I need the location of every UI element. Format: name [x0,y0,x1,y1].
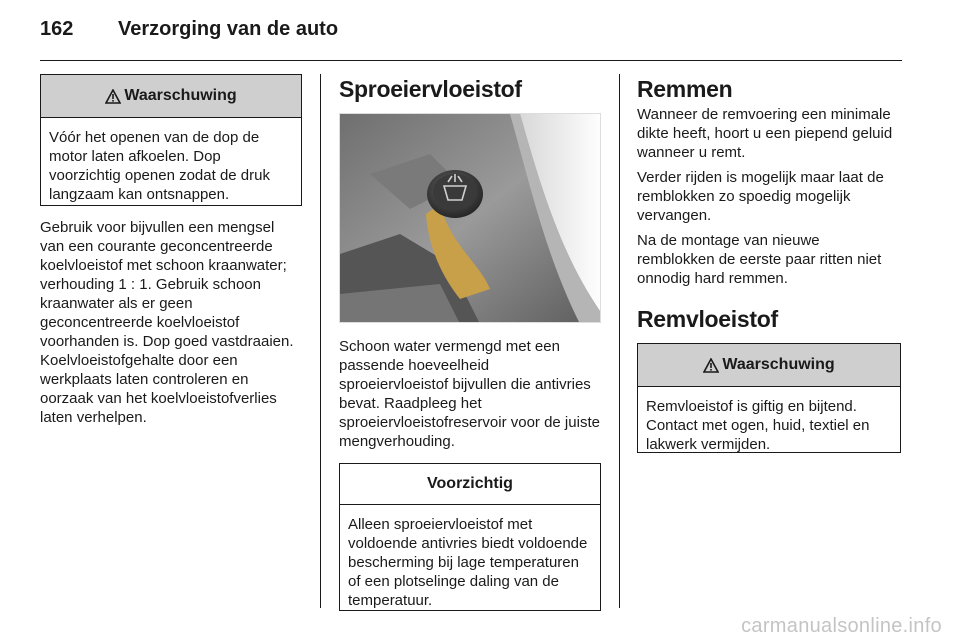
brakes-paragraph-3: Na de montage van nieuwe remblokken de eerste paar ritten niet onnodig hard remmen. [637,232,882,287]
warning-box-header [41,75,301,118]
warning-triangle-icon [703,358,719,373]
column-right [637,74,901,453]
caution-box-washer [339,463,601,611]
warning-triangle-icon [105,89,121,104]
warning-box-brake-fluid [637,343,901,453]
brakes-paragraph-2: Verder rijden is mogelijk maar laat de remblokken zo spoedig mogelijk vervangen. [637,169,884,224]
section-heading-brakes: Remmen [637,76,733,102]
warning-box-coolant [40,74,302,206]
warning-text: Remvloeistof is giftig en bijtend. Contact met ogen, huid, textiel en lakwerk vermijden. [646,398,870,453]
caution-title: Voorzichtig [427,475,513,492]
column-divider-2 [619,74,620,608]
column-divider-1 [320,74,321,608]
brakes-paragraph-1: Wanneer de remvoering een minimale dikte heeft, hoort u een piepend geluid wanneer u remt. [637,106,893,161]
column-middle [339,74,601,611]
washer-reservoir-photo [339,113,601,323]
warning-box-header [638,344,900,387]
washer-fluid-paragraph: Schoon water vermengd met een passende hoeveelheid sproeiervloeistof bijvullen die antivries bevat. Raadpleeg het sproeiervloeistofreservoir voor de juiste mengverhouding. [339,338,600,450]
caution-box-header [340,464,600,505]
watermark: carmanualsonline.info [741,615,942,637]
warning-title: Waarschuwing [124,87,237,104]
coolant-paragraph: Gebruik voor bijvullen een mengsel van een courante geconcentreerde koelvloeistof met schoon kraanwater; verhouding 1 : 1. Gebruik schoon kraanwater als er geen geconcentreerde koelvloeistof voorhanden is. Dop goed vastdraaien. Koelvloeistofgehalte door een werkplaats laten controleren en oorzaak van het koelvloeistofverlies laten verhelpen. [40,219,294,426]
page-header [40,18,338,48]
section-heading-washer-fluid: Sproeiervloeistof [339,76,522,102]
section-heading-brake-fluid: Remvloeistof [637,306,778,332]
warning-title: Waarschuwing [722,356,835,373]
page-number: 162 [40,18,74,40]
caution-text: Alleen sproeiervloeistof met voldoende antivries biedt voldoende bescherming bij lage temperaturen of een plotselinge daling van de temperatuur. [348,516,588,609]
warning-text: Vóór het openen van de dop de motor laten afkoelen. Dop voorzichtig openen zodat de druk langzaam kan ontsnappen. [49,129,270,203]
page-title: Verzorging van de auto [118,18,339,40]
column-left [40,74,302,427]
header-divider [40,60,902,61]
